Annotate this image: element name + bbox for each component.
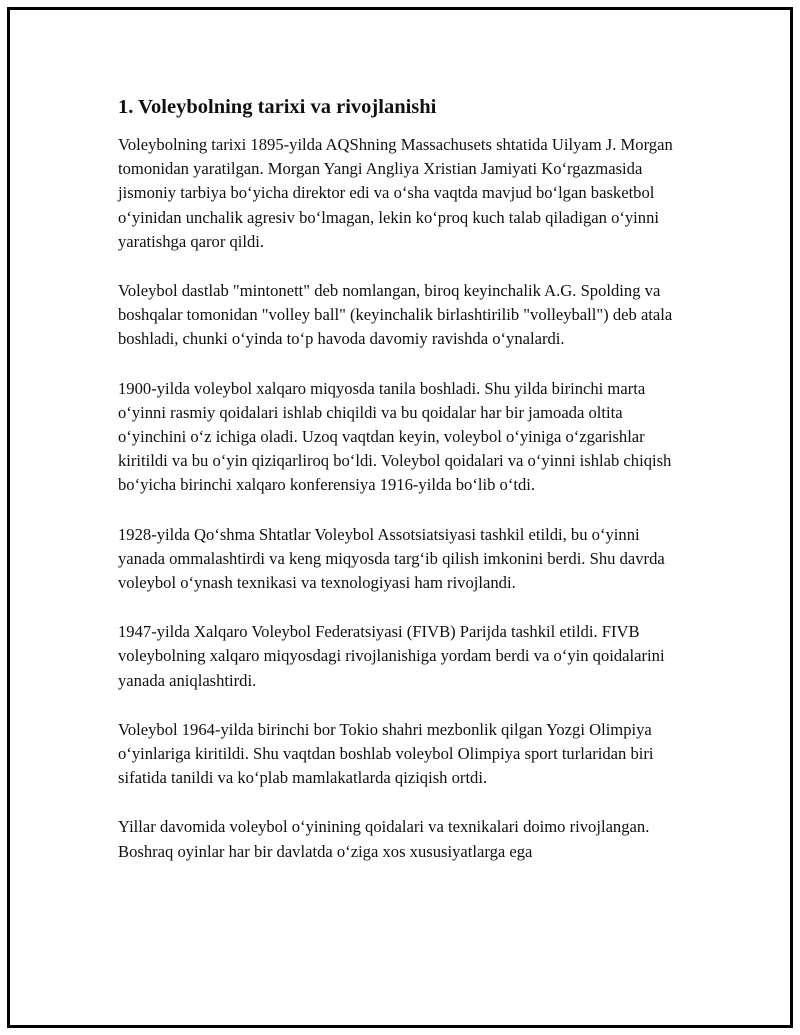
paragraph-naming: Voleybol dastlab "mintonett" deb nomlangan, biroq keyinchalik A.G. Spolding va boshqalar tomonidan "volley ball" (keyinchalik birlashtirilib "volleyball") deb atala boshladi, chunki oʻyinda toʻp havoda davomiy ravishda oʻynalardi. [118, 281, 673, 349]
section-heading: 1. Voleybolning tarixi va rivojlanishi [118, 96, 437, 118]
paragraph-origin: Voleybolning tarixi 1895-yilda AQShning Massachusets shtatida Uilyam J. Morgan tomonidan yaratilgan. Morgan Yangi Angliya Xristian Jamiyati Koʻrgazmasida jismoniy tarbiya boʻyicha direktor edi va oʻsha vaqtda mavjud boʻlgan basketbol oʻyinidan unchalik agresiv boʻlmagan, lekin koʻproq kuch talab qiladigan oʻyinni yaratishga qaror qildi. [118, 135, 673, 251]
paragraph-1900: 1900-yilda voleybol xalqaro miqyosda tanila boshladi. Shu yilda birinchi marta oʻyinni rasmiy qoidalari ishlab chiqildi va bu qoidalar har bir jamoada oltita oʻyinchini oʻz ichiga oladi. Uzoq vaqtdan keyin, voleybol oʻyiniga oʻzgarishlar kiritildi va bu oʻyin qiziqarliroq boʻldi. Voleybol qoidalari va oʻyinni ishlab chiqish boʻyicha birinchi xalqaro konferensiya 1916-yilda boʻlib oʻtdi. [118, 378, 672, 495]
document-body [118, 93, 688, 889]
paragraph-1947: 1947-yilda Xalqaro Voleybol Federatsiyasi (FIVB) Parijda tashkil etildi. FIVB voleybolning xalqaro miqyosdagi rivojlanishiga yordam berdi va oʻyin qoidalarini yanada aniqlashtirdi. [118, 622, 665, 690]
paragraph-1964: Voleybol 1964-yilda birinchi bor Tokio shahri mezbonlik qilgan Yozgi Olimpiya oʻyinlariga kiritildi. Shu vaqtdan boshlab voleybol Olimpiya sport turlaridan biri sifatida tanildi va koʻplab mamlakatlarda qiziqish ortdi. [118, 719, 654, 788]
paragraph-1928: 1928-yilda Qoʻshma Shtatlar Voleybol Assotsiatsiyasi tashkil etildi, bu oʻyinni yanada ommalashtirdi va keng miqyosda targʻib qilish imkonini berdi. Shu davrda voleybol oʻynash texnikasi va texnologiyasi ham rivojlandi. [118, 524, 665, 593]
paragraph-development: Yillar davomida voleybol oʻyinining qoidalari va texnikalari doimo rivojlangan. Boshraq oyinlar har bir davlatda oʻziga xos xususiyatlarga ega [118, 817, 650, 861]
